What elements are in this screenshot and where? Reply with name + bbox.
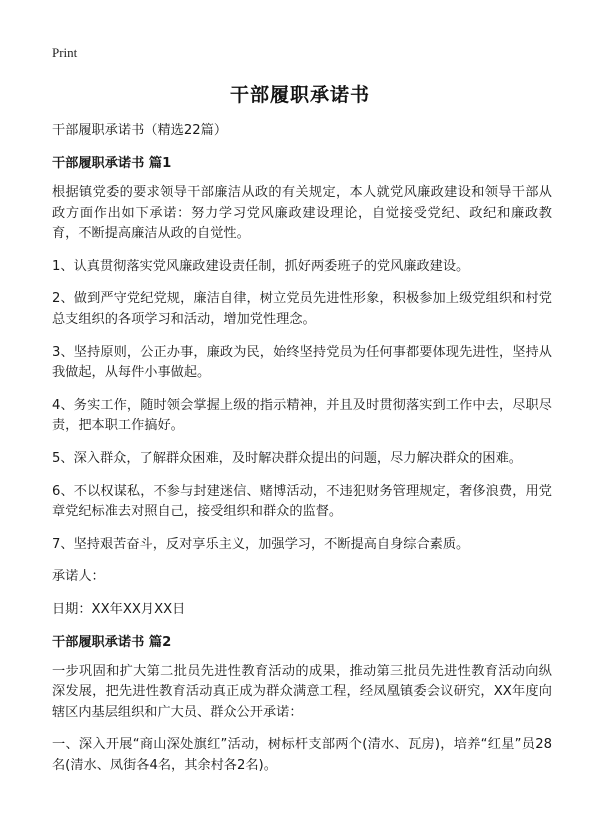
paragraph-intro-1: 根据镇党委的要求领导干部廉洁从政的有关规定，本人就党风廉政建设和领导干部从政方面作出如下承诺：努力学习党风廉政建设理论，自觉接受党纪、政纪和廉政教育，不断提高廉洁从政的自觉性。 bbox=[52, 185, 552, 242]
list-item: 一、深入开展“商山深处旗红”活动，树标杆支部两个(清水、瓦房)，培养“红星”员28名(清水、凤街各4名，其余村各2名)。 bbox=[52, 737, 552, 773]
list-item: 3、坚持原则，公正办事，廉政为民，始终坚持党员为任何事都要体现先进性，坚持从我做起，从每件小事做起。 bbox=[52, 344, 552, 381]
paragraph-intro-2: 一步巩固和扩大第二批员先进性教育活动的成果，推动第三批员先进性教育活动向纵深发展，把先进性教育活动真正成为群众满意工程，经凤凰镇委会议研究，XX年度向辖区内基层组织和广大员、群众公开承诺： bbox=[52, 663, 552, 720]
document-title: 干部履职承诺书 bbox=[229, 84, 370, 106]
print-label: Print bbox=[52, 45, 78, 60]
list-item: 2、做到严守党纪党规，廉洁自律，树立党员先进性形象，积极参加上级党组织和村党总支组织的各项学习和活动，增加党性理念。 bbox=[52, 291, 552, 327]
list-item: 6、不以权谋私，不参与封建迷信、赌博活动，不违犯财务管理规定，奢侈浪费，用党章党纪标准去对照自己，接受组织和群众的监督。 bbox=[52, 483, 552, 520]
list-item: 4、务实工作，随时领会掌握上级的指示精神，并且及时贯彻落实到工作中去，尽职尽责，把本职工作搞好。 bbox=[52, 397, 552, 434]
document-subtitle: 干部履职承诺书（精选22篇） bbox=[52, 123, 228, 138]
date-line: 日期：XX年XX月XX日 bbox=[52, 601, 186, 617]
section-heading-2: 干部履职承诺书 篇2 bbox=[52, 634, 172, 650]
list-item: 7、坚持艰苦奋斗，反对享乐主义，加强学习，不断提高自身综合素质。 bbox=[52, 536, 470, 552]
document-body bbox=[52, 121, 552, 788]
section-heading-1: 干部履职承诺书 篇1 bbox=[52, 156, 172, 171]
list-item: 5、深入群众，了解群众困难，及时解决群众提出的问题，尽力解决群众的困难。 bbox=[52, 450, 522, 466]
signer-line: 承诺人： bbox=[52, 569, 105, 585]
list-item: 1、认真贯彻落实党风廉政建设责任制，抓好两委班子的党风廉政建设。 bbox=[52, 258, 470, 274]
